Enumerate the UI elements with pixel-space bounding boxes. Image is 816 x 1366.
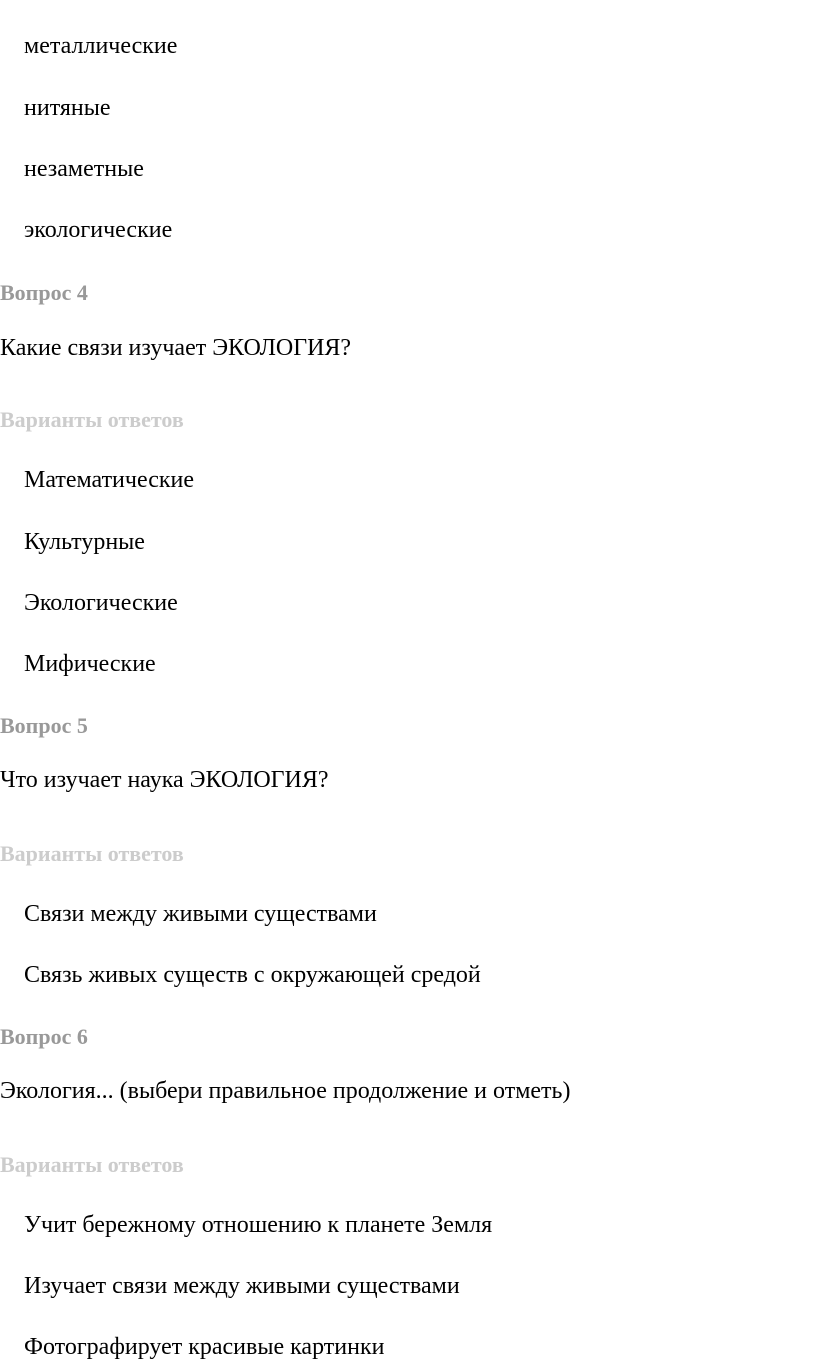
q5-options-label: Варианты ответов: [0, 841, 184, 866]
q3-answer-2: нитяные: [24, 95, 111, 121]
q3-answer-3: незаметные: [24, 156, 144, 182]
q6-answer-1: Учит бережному отношению к планете Земля: [24, 1212, 493, 1238]
q6-answer-2: Изучает связи между живыми существами: [24, 1273, 460, 1299]
q4-answer-4: Мифические: [24, 651, 156, 677]
q3-answer-1: металлические: [24, 33, 178, 59]
q4-text: Какие связи изучает ЭКОЛОГИЯ?: [0, 335, 352, 361]
q4-heading: Вопрос 4: [0, 280, 88, 305]
q6-answer-3: Фотографирует красивые картинки: [24, 1334, 385, 1360]
q5-answer-1: Связи между живыми существами: [24, 901, 377, 927]
q4-answer-3: Экологические: [24, 590, 178, 616]
q5-text: Что изучает наука ЭКОЛОГИЯ?: [0, 767, 329, 793]
q4-answer-1: Математические: [24, 467, 195, 493]
q4-answer-2: Культурные: [24, 529, 145, 555]
q4-options-label: Варианты ответов: [0, 407, 184, 432]
q6-text: Экология... (выбери правильное продолжение и отметь): [0, 1078, 571, 1104]
q3-answer-4: экологические: [24, 217, 173, 243]
q6-options-label: Варианты ответов: [0, 1152, 184, 1177]
q5-answer-2: Связь живых существ с окружающей средой: [24, 962, 481, 988]
q6-heading: Вопрос 6: [0, 1024, 88, 1049]
q5-heading: Вопрос 5: [0, 713, 88, 738]
